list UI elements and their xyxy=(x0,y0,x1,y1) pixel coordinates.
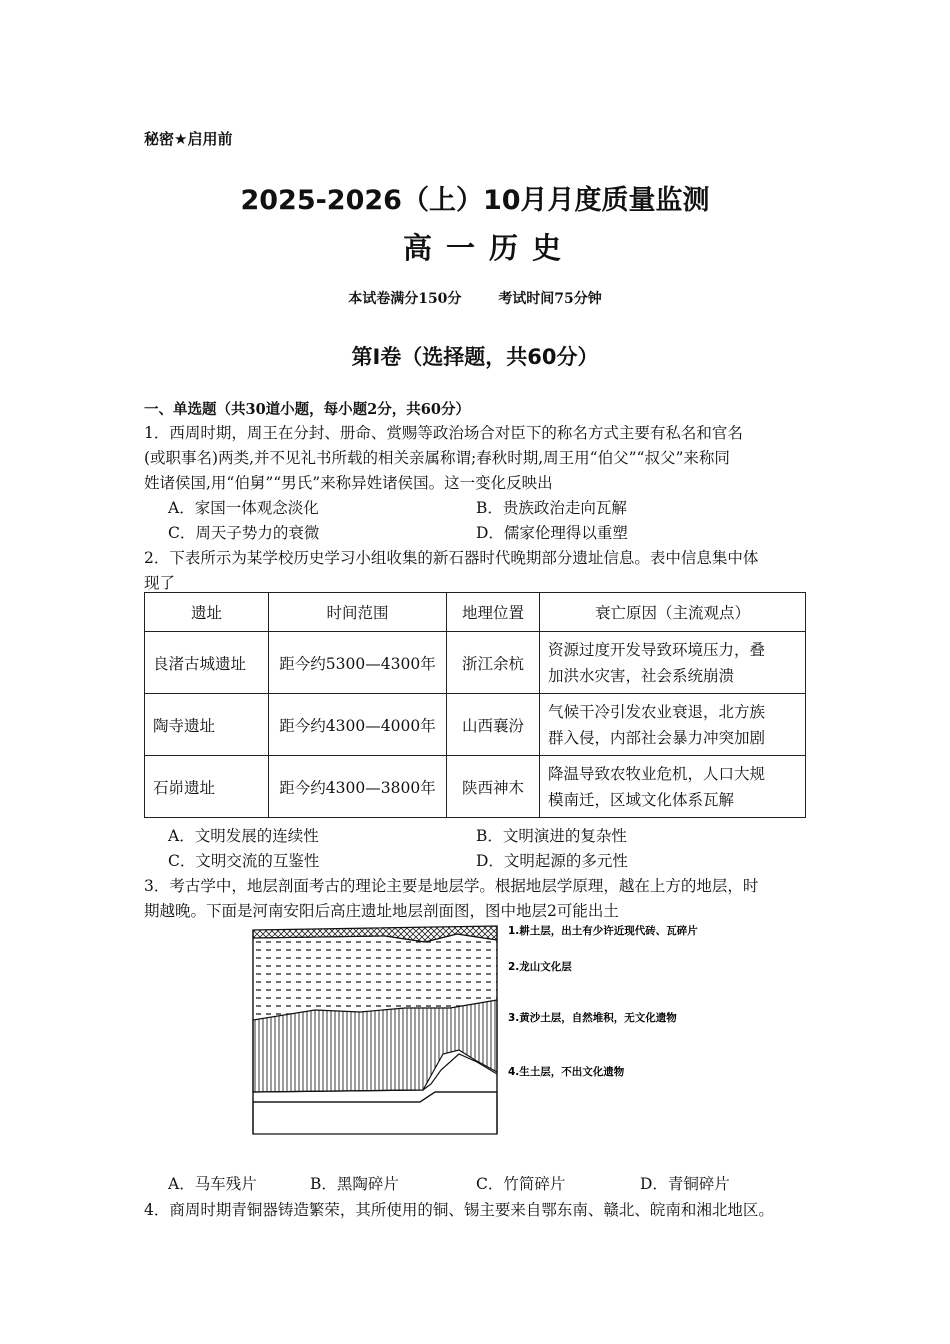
q3-option-b[interactable]: B．黑陶碎片 xyxy=(310,1175,399,1193)
q2-line-1: 2．下表所示为某学校历史学习小组收集的新石器时代晚期部分遗址信息。表中信息集中体 xyxy=(144,549,759,567)
site-table xyxy=(144,592,806,818)
header-cause: 衰亡原因（主流观点） xyxy=(540,593,806,632)
q1-option-a[interactable]: A．家国一体观念淡化 xyxy=(168,499,319,517)
section-title: 第Ⅰ卷（选择题，共60分） xyxy=(351,345,599,369)
header-site: 遗址 xyxy=(145,593,269,632)
site-time: 距今约4300—4000年 xyxy=(269,694,447,756)
q3-option-d[interactable]: D．青铜碎片 xyxy=(640,1175,730,1193)
header-time: 时间范围 xyxy=(269,593,447,632)
site-place: 陕西神木 xyxy=(447,756,540,818)
q4-line-1: 4．商周时期青铜器铸造繁荣，其所使用的铜、锡主要来自鄂东南、赣北、皖南和湘北地区。 xyxy=(144,1201,774,1219)
header-place: 地理位置 xyxy=(447,593,540,632)
legend-layer-4: 4.生土层，不出文化遗物 xyxy=(508,1066,625,1078)
q1-option-b[interactable]: B．贵族政治走向瓦解 xyxy=(476,499,627,517)
legend-layer-2: 2.龙山文化层 xyxy=(508,961,572,973)
stratigraphy-figure xyxy=(245,922,715,1148)
q1-line-2: (或职事名)两类,并不见礼书所载的相关亲属称谓;春秋时期,周王用“伯父”“叔父”来称同 xyxy=(144,449,730,467)
q1-option-d[interactable]: D．儒家伦理得以重塑 xyxy=(476,524,628,542)
site-name: 陶寺遗址 xyxy=(145,694,269,756)
site-name: 石峁遗址 xyxy=(145,756,269,818)
q2-option-d[interactable]: D．文明起源的多元性 xyxy=(476,852,628,870)
full-score: 本试卷满分150分 xyxy=(348,291,462,307)
site-cause: 资源过度开发导致环境压力，叠 加洪水灾害，社会系统崩溃 xyxy=(540,632,806,694)
layer-4-virgin-soil xyxy=(253,1092,497,1134)
table-row xyxy=(145,632,806,694)
exam-title: 2025-2026（上）10月月度质量监测 xyxy=(240,185,710,216)
table-row xyxy=(145,694,806,756)
q2-option-c[interactable]: C．文明交流的互鉴性 xyxy=(168,852,320,870)
site-cause: 降温导致农牧业危机，人口大规 模南迁，区域文化体系瓦解 xyxy=(540,756,806,818)
subject-title: 高一历史 xyxy=(402,231,575,265)
site-place: 山西襄汾 xyxy=(447,694,540,756)
legend-layer-1: 1.耕土层，出土有少许近现代砖、瓦碎片 xyxy=(508,925,698,937)
secret-label: 秘密★启用前 xyxy=(144,130,233,148)
site-time: 距今约4300—3800年 xyxy=(269,756,447,818)
q2-option-b[interactable]: B．文明演进的复杂性 xyxy=(476,827,627,845)
table-row xyxy=(145,756,806,818)
site-time: 距今约5300—4300年 xyxy=(269,632,447,694)
q3-line-2: 期越晚。下面是河南安阳后高庄遗址地层剖面图，图中地层2可能出土 xyxy=(144,902,619,920)
layer-3-yellow-sand xyxy=(253,1000,497,1092)
part-heading: 一、单选题（共30道小题，每小题2分，共60分） xyxy=(144,401,470,418)
q3-option-c[interactable]: C．竹简碎片 xyxy=(476,1175,566,1193)
site-cause: 气候干冷引发农业衰退，北方族 群入侵，内部社会暴力冲突加剧 xyxy=(540,694,806,756)
site-place: 浙江余杭 xyxy=(447,632,540,694)
q3-option-a[interactable]: A．马车残片 xyxy=(168,1175,257,1193)
q2-line-2: 现了 xyxy=(144,574,176,592)
q2-option-a[interactable]: A．文明发展的连续性 xyxy=(168,827,319,845)
exam-meta xyxy=(0,288,950,308)
table-header-row xyxy=(145,593,806,632)
duration: 考试时间75分钟 xyxy=(498,291,602,307)
q3-line-1: 3．考古学中，地层剖面考古的理论主要是地层学。根据地层学原理，越在上方的地层，时 xyxy=(144,877,759,895)
legend-layer-3: 3.黄沙土层，自然堆积，无文化遗物 xyxy=(508,1012,677,1024)
q1-line-1: 1．西周时期，周王在分封、册命、赏赐等政治场合对臣下的称名方式主要有私名和官名 xyxy=(144,424,743,442)
site-name: 良渚古城遗址 xyxy=(145,632,269,694)
q1-line-3: 姓诸侯国,用“伯舅”“男氏”来称异姓诸侯国。这一变化反映出 xyxy=(144,474,553,492)
q1-option-c[interactable]: C．周天子势力的衰微 xyxy=(168,524,320,542)
